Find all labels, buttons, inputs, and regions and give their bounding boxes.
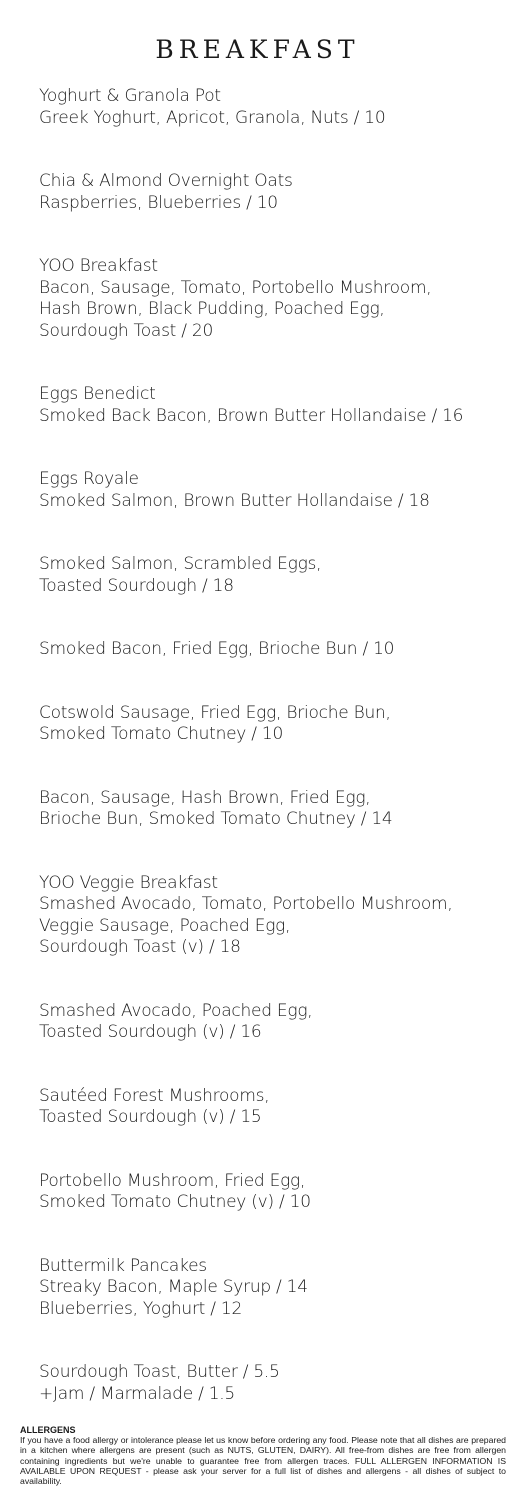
- menu-item: [39, 703, 509, 746]
- menu-item: [39, 256, 509, 342]
- menu-item: [39, 788, 509, 831]
- menu-item-name: Sourdough Toast, Butter / 5.5: [39, 1362, 280, 1382]
- menu-item-name: Smashed Avocado, Poached Egg,: [39, 1000, 313, 1021]
- menu-title: BREAKFAST: [155, 35, 360, 64]
- menu-item-detail: Smoked Tomato Chutney / 10: [39, 724, 284, 744]
- menu-item-name: YOO Breakfast: [39, 256, 158, 276]
- menu-item: [39, 171, 509, 214]
- menu-item: [39, 384, 509, 427]
- menu-item-name: Portobello Mushroom, Fried Egg,: [39, 1170, 306, 1191]
- menu-item-detail: Greek Yoghurt, Apricot, Granola, Nuts / 10: [39, 107, 386, 128]
- menu-item-detail: Blueberries, Yoghurt / 12: [39, 1298, 243, 1319]
- allergens-text: If you have a food allergy or intolerance please let us know before ordering any food. Please note that all dishes are prepared in a kitchen where allergens are present (such as NUTS, GLUTEN, DAIRY). All free-from dishes are free from allergen containing ingredients but we're unable to guarantee free from allergen traces. FULL ALLERGEN INFORMATION IS AVAILABLE UPON REQUEST - please ask your server for a full list of dishes and allergens - all dishes of subject to availability.: [20, 1435, 506, 1487]
- menu-item: [39, 1362, 509, 1405]
- menu-item-name: Smoked Salmon, Scrambled Eggs,: [39, 554, 322, 574]
- menu-item-detail: Smoked Tomato Chutney (v) / 10: [39, 1192, 311, 1212]
- menu-item-detail: Toasted Sourdough (v) / 15: [39, 1107, 262, 1127]
- allergens-notice: [20, 1425, 506, 1486]
- menu-item-name: Smoked Bacon, Fried Egg, Brioche Bun / 10: [39, 639, 395, 659]
- menu-item-name: Chia & Almond Overnight Oats: [39, 171, 293, 191]
- menu-item-name: Cotswold Sausage, Fried Egg, Brioche Bun,: [39, 702, 391, 723]
- menu-item-detail: Smoked Salmon, Brown Butter Hollandaise / 18: [39, 490, 430, 511]
- menu-item: [39, 1256, 509, 1321]
- menu-item-detail: Hash Brown, Black Pudding, Poached Egg,: [39, 299, 385, 319]
- menu-item-detail: Veggie Sausage, Poached Egg,: [39, 915, 291, 936]
- menu-item-name: Eggs Royale: [39, 469, 139, 489]
- menu-item-name: Yoghurt & Granola Pot: [39, 86, 221, 106]
- menu-item: [39, 1086, 509, 1129]
- menu-item-detail: Bacon, Sausage, Tomato, Portobello Mushroom,: [39, 277, 432, 298]
- menu-item-detail: Sourdough Toast (v) / 18: [39, 937, 241, 957]
- menu-item-detail: Streaky Bacon, Maple Syrup / 14: [39, 1277, 308, 1297]
- menu-item-detail: Toasted Sourdough / 18: [39, 575, 234, 596]
- allergens-heading: ALLERGENS: [20, 1425, 76, 1435]
- menu-item-detail: Raspberries, Blueberries / 10: [39, 192, 278, 213]
- menu-item-name: Bacon, Sausage, Hash Brown, Fried Egg,: [39, 787, 371, 808]
- menu-item-detail: Toasted Sourdough (v) / 16: [39, 1022, 262, 1042]
- menu-item: [39, 1171, 509, 1214]
- menu-item-detail: Smashed Avocado, Tomato, Portobello Mushroom,: [39, 894, 453, 914]
- menu-item-detail: Brioche Bun, Smoked Tomato Chutney / 14: [39, 809, 393, 829]
- menu-item-name: Sautéed Forest Mushrooms,: [39, 1085, 270, 1106]
- menu-item-name: Buttermilk Pancakes: [39, 1255, 207, 1276]
- menu-item: [39, 1001, 509, 1044]
- menu-item: [39, 469, 509, 512]
- menu-item: [39, 873, 509, 959]
- menu-item-name: YOO Veggie Breakfast: [39, 872, 218, 893]
- menu-item: [39, 554, 509, 597]
- menu-item-detail: +Jam / Marmalade / 1.5: [39, 1383, 235, 1404]
- menu-item-name: Eggs Benedict: [39, 384, 156, 404]
- menu-items-list: [39, 86, 509, 1447]
- menu-item-detail: Sourdough Toast / 20: [39, 320, 214, 341]
- menu-item-detail: Smoked Back Bacon, Brown Butter Hollandaise / 16: [39, 405, 464, 426]
- menu-item: [39, 639, 509, 661]
- menu-item: [39, 86, 509, 129]
